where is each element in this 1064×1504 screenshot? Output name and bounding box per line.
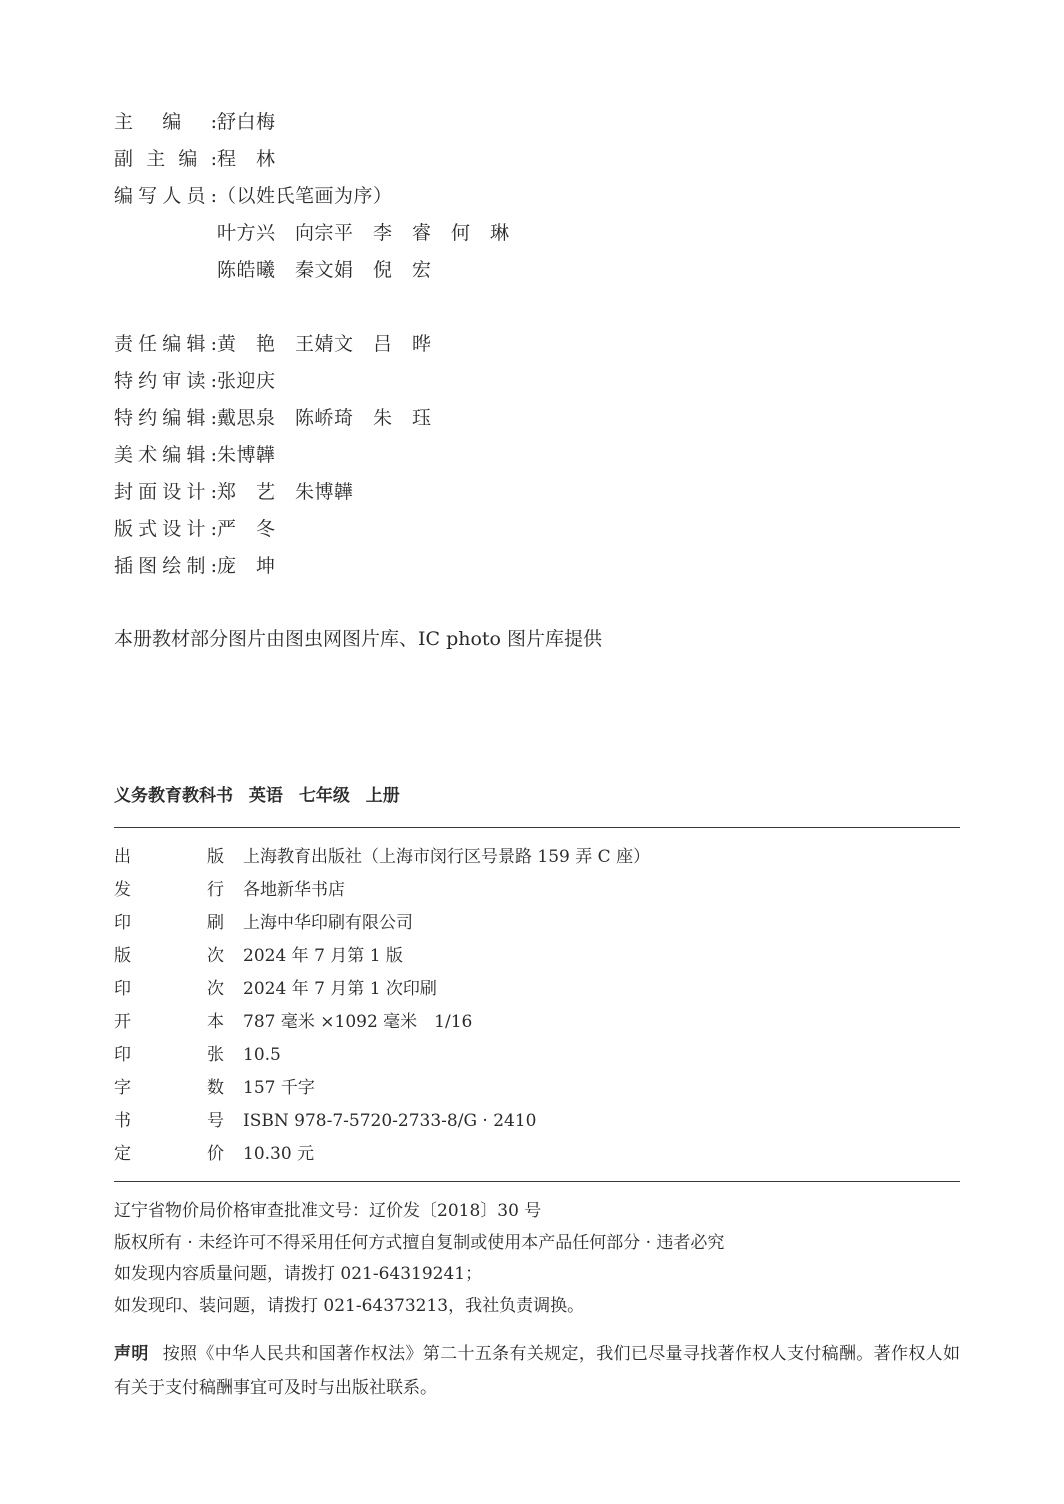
credit-responsible-editors [114, 326, 914, 363]
publication-label: 印刷 [114, 913, 224, 933]
publication-value: 2024 年 7 月第 1 版 [243, 946, 403, 966]
credit-art-editor [114, 437, 914, 474]
credit-chief-editor [114, 104, 914, 141]
publication-value: 上海教育出版社（上海市闵行区号景路 159 弄 C 座） [243, 847, 651, 867]
publication-value: 各地新华书店 [243, 880, 345, 900]
notes-block [114, 1196, 960, 1322]
credit-gap [114, 289, 914, 326]
credit-special-reviewer [114, 363, 914, 400]
publication-row [114, 874, 960, 907]
publication-label: 书号 [114, 1111, 224, 1131]
credits-block [114, 104, 914, 585]
publication-row [114, 940, 960, 973]
publication-label: 开本 [114, 1012, 224, 1032]
publication-label: 字数 [114, 1078, 224, 1098]
credit-value: 朱博韡 [217, 444, 276, 466]
credit-value: 叶方兴 向宗平 李 睿 何 琳 [217, 222, 510, 244]
credit-label: 责任编辑: [114, 333, 217, 355]
publication-row [114, 973, 960, 1006]
credit-value: 郑 艺 朱博韡 [217, 481, 354, 503]
credit-cover-design [114, 474, 914, 511]
credit-label: 副主编: [114, 148, 217, 170]
publication-label: 版次 [114, 946, 224, 966]
credit-value: 黄 艳 王婧文 吕 晔 [217, 333, 432, 355]
credit-deputy-editor [114, 141, 914, 178]
photo-credit: 本册教材部分图片由图虫网图片库、IC photo 图片库提供 [114, 628, 603, 650]
publication-value: 上海中华印刷有限公司 [243, 913, 413, 933]
credit-value: 张迎庆 [217, 370, 276, 392]
publication-label: 发行 [114, 880, 224, 900]
credit-value: 舒白梅 [217, 111, 276, 133]
credit-label: 插图绘制: [114, 555, 217, 577]
note-line: 辽宁省物价局价格审查批准文号：辽价发〔2018〕30 号 [114, 1201, 542, 1221]
publication-value: ISBN 978-7-5720-2733-8/G · 2410 [243, 1111, 537, 1131]
publication-info-table [114, 841, 960, 1171]
credit-value: 戴思泉 陈峤琦 朱 珏 [217, 407, 432, 429]
publication-row [114, 1039, 960, 1072]
credit-writers-note: （以姓氏笔画为序） [217, 185, 393, 207]
publication-row [114, 1072, 960, 1105]
publication-label: 印次 [114, 979, 224, 999]
bottom-divider [114, 1181, 960, 1182]
credit-label: 特约审读: [114, 370, 217, 392]
credit-writers-line-1 [114, 215, 914, 252]
credit-label: 主编: [114, 111, 217, 133]
credit-label: 美术编辑: [114, 444, 217, 466]
credit-special-editors [114, 400, 914, 437]
publication-value: 157 千字 [243, 1078, 315, 1098]
note-line: 如发现印、装问题，请拨打 021-64373213，我社负责调换。 [114, 1295, 585, 1316]
credit-writers [114, 178, 914, 215]
publication-label: 印张 [114, 1045, 224, 1065]
publication-row [114, 1138, 960, 1171]
publication-row [114, 1006, 960, 1039]
credit-value: 严 冬 [217, 518, 276, 540]
book-title: 义务教育教科书 英语 七年级 上册 [114, 786, 400, 806]
top-divider [114, 827, 960, 828]
copyright-statement [114, 1337, 960, 1405]
statement-text: 按照《中华人民共和国著作权法》第二十五条有关规定，我们已尽量寻找著作权人支付稿酬。著作权人如有关于支付稿酬事宜可及时与出版社联系。 [114, 1344, 961, 1398]
publication-value: 10.5 [243, 1045, 281, 1065]
publication-value: 10.30 元 [243, 1144, 315, 1164]
publication-label: 定价 [114, 1144, 224, 1164]
publication-row [114, 1105, 960, 1138]
credit-label: 版式设计: [114, 518, 217, 540]
credit-value: 程 林 [217, 148, 276, 170]
publication-row [114, 907, 960, 940]
credit-illustration [114, 548, 914, 585]
publication-value: 787 毫米 ×1092 毫米 1/16 [243, 1012, 473, 1032]
note-line: 版权所有 · 未经许可不得采用任何方式擅自复制或使用本产品任何部分 · 违者必究 [114, 1232, 725, 1253]
credit-value: 庞 坤 [217, 555, 276, 577]
publication-value: 2024 年 7 月第 1 次印刷 [243, 979, 437, 999]
publication-label: 出版 [114, 847, 224, 867]
credit-label: 特约编辑: [114, 407, 217, 429]
credit-writers-line-2 [114, 252, 914, 289]
credit-layout-design [114, 511, 914, 548]
credit-label: 编写人员: [114, 185, 217, 207]
publication-row [114, 841, 960, 874]
credit-value: 陈皓曦 秦文娟 倪 宏 [217, 259, 432, 281]
credit-label: 封面设计: [114, 481, 217, 503]
statement-label: 声明 [114, 1344, 149, 1364]
note-line: 如发现内容质量问题，请拨打 021-64319241； [114, 1264, 483, 1284]
